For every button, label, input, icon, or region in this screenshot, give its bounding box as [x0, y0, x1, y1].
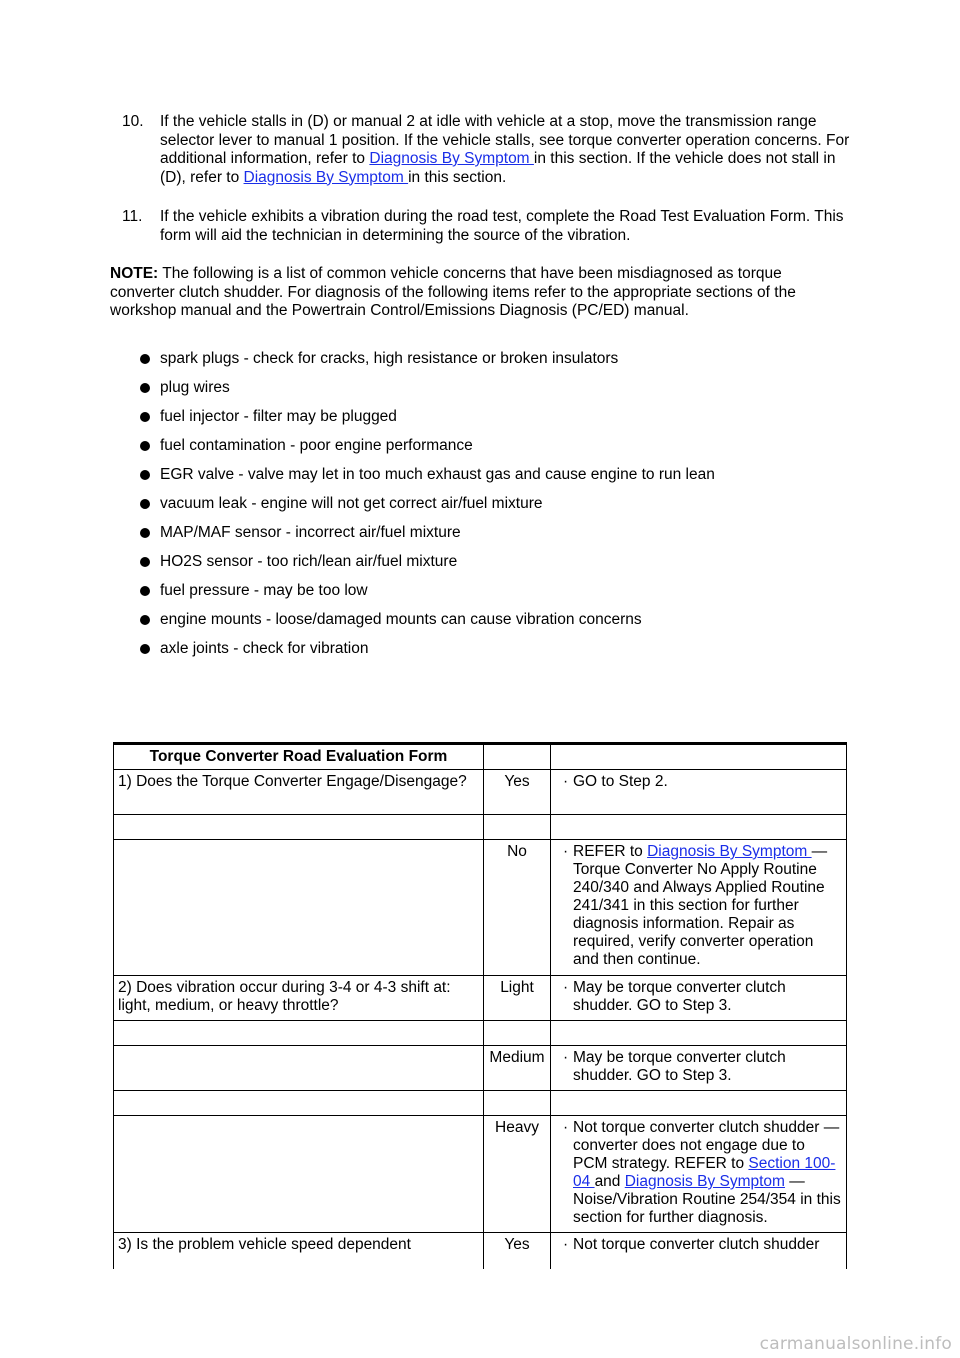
- list-item-text: vacuum leak - engine will not get correct air/fuel mixture: [160, 495, 543, 512]
- table-row: [114, 770, 847, 815]
- list-item: [140, 611, 715, 640]
- action-cell: [551, 1233, 847, 1269]
- list-item: [140, 437, 715, 466]
- bullet-icon: [140, 441, 150, 451]
- action-text: Not torque converter clutch shudder — converter does not engage due to PCM strategy. REFER to: [573, 1119, 840, 1172]
- list-item: [140, 350, 715, 379]
- table-cell: [551, 1091, 847, 1116]
- watermark: carmanualsonline.info: [759, 1334, 952, 1354]
- table-row: [114, 1116, 847, 1233]
- middot-icon: ·: [563, 773, 569, 790]
- diagnosis-by-symptom-link[interactable]: Diagnosis By Symptom: [369, 150, 534, 167]
- step-text: If the vehicle exhibits a vibration during the road test, complete the Road Test Evaluation Form. This form will aid the technician in determining the source of the vibration.: [160, 208, 844, 244]
- list-item-text: fuel pressure - may be too low: [160, 582, 368, 599]
- list-item-text: axle joints - check for vibration: [160, 640, 369, 657]
- middot-icon: ·: [563, 979, 569, 996]
- list-item: [140, 408, 715, 437]
- middot-icon: ·: [563, 843, 569, 860]
- section-100-04-link[interactable]: Section 100-04: [573, 1155, 836, 1190]
- middot-icon: ·: [563, 1119, 569, 1136]
- table-row: [114, 976, 847, 1021]
- list-item: [140, 640, 715, 669]
- list-item: [140, 379, 715, 408]
- action-cell: [551, 1116, 847, 1233]
- table-cell: [484, 1091, 551, 1116]
- step-number: 11.: [122, 208, 143, 225]
- step-11: [110, 208, 850, 245]
- action-text: May be torque converter clutch shudder. GO to Step 3.: [573, 1049, 786, 1084]
- table-cell: [114, 840, 484, 976]
- table-cell: [484, 744, 551, 770]
- table-row: [114, 840, 847, 976]
- list-item-text: EGR valve - valve may let in too much exhaust gas and cause engine to run lean: [160, 466, 715, 483]
- table-header-row: [114, 744, 847, 770]
- form-title: Torque Converter Road Evaluation Form: [114, 744, 484, 770]
- answer-option: Heavy: [484, 1116, 551, 1233]
- table-cell: [551, 744, 847, 770]
- action-text: May be torque converter clutch shudder. GO to Step 3.: [573, 979, 786, 1014]
- bullet-icon: [140, 528, 150, 538]
- road-evaluation-form: [113, 742, 847, 1269]
- answer-option: Light: [484, 976, 551, 1021]
- answer-option: Yes: [484, 1233, 551, 1269]
- table-cell: [551, 815, 847, 840]
- table-cell: [114, 1021, 484, 1046]
- table-row: [114, 1091, 847, 1116]
- action-cell: [551, 976, 847, 1021]
- bullet-icon: [140, 412, 150, 422]
- table-cell: [114, 1091, 484, 1116]
- diagnosis-by-symptom-link[interactable]: Diagnosis By Symptom: [624, 1173, 785, 1190]
- bullet-icon: [140, 354, 150, 364]
- middot-icon: ·: [563, 1236, 569, 1253]
- bullet-icon: [140, 383, 150, 393]
- list-item: [140, 553, 715, 582]
- bullet-icon: [140, 586, 150, 596]
- list-item-text: MAP/MAF sensor - incorrect air/fuel mixture: [160, 524, 461, 541]
- action-text: and: [594, 1173, 625, 1190]
- table-cell: [114, 1046, 484, 1091]
- middot-icon: ·: [563, 1049, 569, 1066]
- list-item: [140, 524, 715, 553]
- bullet-icon: [140, 470, 150, 480]
- table-row: [114, 1233, 847, 1269]
- step-number: 10.: [122, 113, 144, 130]
- step-text-part: in this section. If the vehicle does not stall in (D), refer to: [160, 150, 836, 186]
- table-cell: [551, 1021, 847, 1046]
- table-cell: [484, 815, 551, 840]
- action-text: — Noise/Vibration Routine 254/354 in this section for further diagnosis.: [573, 1173, 841, 1226]
- list-item: [140, 495, 715, 524]
- list-item-text: fuel contamination - poor engine performance: [160, 437, 473, 454]
- step-10: [110, 113, 850, 187]
- table-cell: [114, 815, 484, 840]
- action-text: — Torque Converter No Apply Routine 240/340 and Always Applied Routine 241/341 in this section for further diagnosis information. Repair as required, verify converter operation and then continue.: [573, 843, 828, 968]
- answer-option: No: [484, 840, 551, 976]
- answer-option: Yes: [484, 770, 551, 815]
- list-item: [140, 466, 715, 495]
- table-cell: [114, 1116, 484, 1233]
- list-item-text: spark plugs - check for cracks, high resistance or broken insulators: [160, 350, 619, 367]
- concern-list: [140, 350, 715, 669]
- question-2: 2) Does vibration occur during 3-4 or 4-3 shift at: light, medium, or heavy throttle?: [114, 976, 484, 1021]
- action-cell: [551, 1046, 847, 1091]
- step-text: [160, 113, 850, 187]
- table-row: [114, 1021, 847, 1046]
- table-row: [114, 815, 847, 840]
- bullet-icon: [140, 615, 150, 625]
- step-text-part: in this section.: [408, 168, 507, 186]
- action-cell: [551, 840, 847, 976]
- note-label: NOTE:: [110, 265, 159, 282]
- list-item-text: fuel injector - filter may be plugged: [160, 408, 397, 425]
- diagnosis-by-symptom-link[interactable]: Diagnosis By Symptom: [243, 168, 409, 186]
- step-text-part: If the vehicle stalls in (D) or manual 2 at idle with vehicle at a stop, move the transmission range selector lever to manual 1 position. If the vehicle stalls, see torque converter operation concerns. For additional information, refer to: [160, 113, 850, 167]
- list-item-text: plug wires: [160, 379, 230, 396]
- answer-option: Medium: [484, 1046, 551, 1091]
- question-1: 1) Does the Torque Converter Engage/Disengage?: [114, 770, 484, 815]
- diagnosis-by-symptom-link[interactable]: Diagnosis By Symptom: [647, 843, 812, 860]
- bullet-icon: [140, 499, 150, 509]
- action-text: Not torque converter clutch shudder: [573, 1236, 820, 1253]
- list-item-text: engine mounts - loose/damaged mounts can cause vibration concerns: [160, 611, 642, 628]
- question-3: 3) Is the problem vehicle speed dependent: [114, 1233, 484, 1269]
- table-row: [114, 1046, 847, 1091]
- note-paragraph: [110, 265, 850, 321]
- action-text: GO to Step 2.: [573, 773, 668, 790]
- bullet-icon: [140, 557, 150, 567]
- note-text: The following is a list of common vehicle concerns that have been misdiagnosed as torque converter clutch shudder. For diagnosis of the following items refer to the appropriate sections of the workshop manual and the Powertrain Control/Emissions Diagnosis (PC/ED) manual.: [110, 265, 796, 319]
- list-item: [140, 582, 715, 611]
- list-item-text: HO2S sensor - too rich/lean air/fuel mixture: [160, 553, 458, 570]
- action-cell: [551, 770, 847, 815]
- bullet-icon: [140, 644, 150, 654]
- action-text: REFER to: [573, 843, 648, 860]
- table-cell: [484, 1021, 551, 1046]
